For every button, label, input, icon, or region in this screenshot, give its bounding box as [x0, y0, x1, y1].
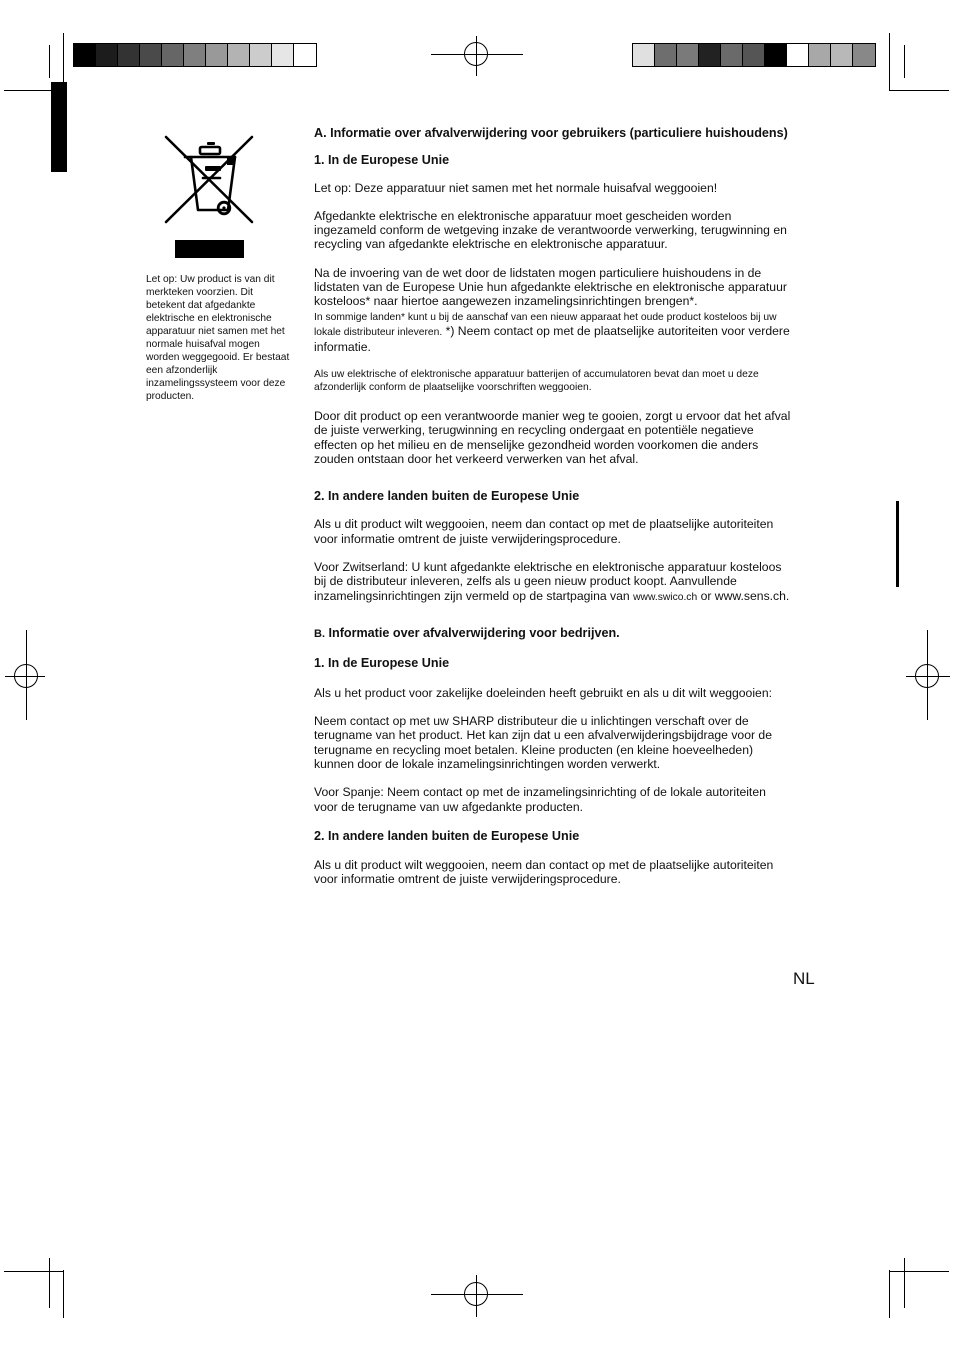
- color-swatch: [655, 44, 677, 66]
- swico-link-text: www.swico.ch: [633, 591, 698, 603]
- section-b-eu-p3: Voor Spanje: Neem contact op met de inzamelingsinrichting of de lokale autoriteiten voor de terugname van uw afgedankte producten.: [314, 785, 766, 814]
- language-tab-left: [51, 82, 67, 172]
- section-b-title-prefix: B.: [314, 628, 325, 641]
- color-swatch: [162, 44, 184, 66]
- section-a-other-heading: 2. In andere landen buiten de Europese Unie: [314, 489, 580, 504]
- section-b-title-text: Informatie over afvalverwijdering voor bedrijven.: [325, 626, 620, 641]
- disposal-icon-bar: [175, 240, 244, 258]
- section-a-other-p1: Als u dit product wilt weggooien, neem dan contact op met de plaatselijke autoriteiten voor informatie omtrent de juiste verwijderingsprocedure.: [314, 517, 774, 546]
- color-swatch: [831, 44, 853, 66]
- section-a-eu-p3: [314, 266, 792, 354]
- color-swatch: [250, 44, 272, 66]
- section-a-eu-p3-tail: *) Neem contact op met de plaatselijke autoriteiten voor verdere informatie.: [314, 324, 790, 354]
- main-content: [314, 126, 792, 887]
- color-swatches-right: [632, 43, 876, 67]
- color-swatches-left: [73, 43, 317, 67]
- color-swatch: [118, 44, 140, 66]
- color-swatch: [184, 44, 206, 66]
- section-a-eu-p1: Let op: Deze apparatuur niet samen met het normale huisafval weggooien!: [314, 180, 718, 195]
- color-swatch: [699, 44, 721, 66]
- section-a-eu-p4: Als uw elektrische of elektronische apparatuur batterijen of accumulatoren bevat dan moet u deze afzonderlijk conform de plaatselijke voorschriften weggooien.: [314, 368, 759, 394]
- color-swatch: [809, 44, 831, 66]
- color-swatch: [853, 44, 875, 66]
- color-swatch: [74, 44, 96, 66]
- sidebar-caption: Let op: Uw product is van dit merkteken voorzien. Dit betekent dat afgedankte elektrische en elektronische apparatuur niet samen met het normale huisafval mogen worden weggegooid. Er bestaat een afzonderlijk inzamelingssysteem voor deze producten.: [146, 274, 290, 402]
- section-a-eu-p3-main: Na de invoering van de wet door de lidstaten mogen particuliere huishoudens in de lidstaten van de Europese Unie hun afgedankte elektrische en elektronische apparatuur kosteloos* naar hiertoe aangewezen inzamelingsinrichtingen brengen*.: [314, 265, 787, 309]
- section-b-other-heading: 2. In andere landen buiten de Europese Unie: [314, 828, 580, 843]
- color-swatch: [787, 44, 809, 66]
- color-swatch: [677, 44, 699, 66]
- language-code: NL: [793, 969, 815, 988]
- color-swatch: [721, 44, 743, 66]
- language-tab-right: [896, 501, 899, 587]
- color-swatch: [228, 44, 250, 66]
- section-a-eu-heading: 1. In de Europese Unie: [314, 153, 450, 168]
- section-a-title: A. Informatie over afvalverwijdering voor gebruikers (particuliere huishoudens): [314, 126, 788, 140]
- section-b-eu-p2: Neem contact op met uw SHARP distributeur die u inlichtingen verschaft over de terugname van het product. Het kan zijn dat u een afvalverwijderingsbijdrage voor de terugname en recycling moet betalen. Kleine producten (en kleine hoeveelheden) kunnen door de lokale inzamelingsinrichtingen worden verwerkt.: [314, 714, 772, 771]
- section-a-other-p2-main: Voor Zwitserland: U kunt afgedankte elektrische en elektronische apparatuur kosteloos bij de distributeur inleveren, zelfs als u geen nieuw product koopt. Aanvullende inzamelingsinrichtingen zijn vermeld op de startpagina van: [314, 560, 782, 603]
- color-swatch: [633, 44, 655, 66]
- section-a-eu-p3-small: In sommige landen* kunt u bij de aanschaf van een nieuw apparaat het oude product kosteloos bij uw lokale distributeur inleveren.: [314, 311, 777, 339]
- color-swatch: [765, 44, 787, 66]
- section-a-other-p2-tail: or www.sens.ch.: [697, 588, 790, 603]
- section-a-eu-p2: Afgedankte elektrische en elektronische apparatuur moet gescheiden worden ingezameld conform de wetgeving inzake de verantwoorde verwerking, terugwinning en recycling van afgedankte elektrische en elektronische apparatuur.: [314, 208, 787, 252]
- section-b-title: [314, 626, 792, 641]
- color-swatch: [743, 44, 765, 66]
- color-swatch: [140, 44, 162, 66]
- color-swatch: [96, 44, 118, 66]
- section-b-eu-p1: Als u het product voor zakelijke doeleinden heeft gebruikt en als u dit wilt weggooien:: [314, 685, 772, 700]
- section-a-other-p2: [314, 560, 792, 604]
- color-swatch: [294, 44, 316, 66]
- section-b-other-p1: Als u dit product wilt weggooien, neem dan contact op met de plaatselijke autoriteiten voor informatie omtrent de juiste verwijderingsprocedure.: [314, 858, 774, 887]
- section-a-eu-p5: Door dit product op een verantwoorde manier weg te gooien, zorgt u ervoor dat het afval de juiste verwerking, terugwinning en recycling ondergaat en potentiële negatieve effecten op het milieu en de menselijke gezondheid worden voorkomen die anders zouden ontstaan door het verkeerd verwerken van het afval.: [314, 408, 791, 466]
- color-swatch: [206, 44, 228, 66]
- color-swatch: [272, 44, 294, 66]
- crossed-out-wheeled-bin-icon: [163, 134, 257, 226]
- section-b-eu-heading: 1. In de Europese Unie: [314, 656, 450, 671]
